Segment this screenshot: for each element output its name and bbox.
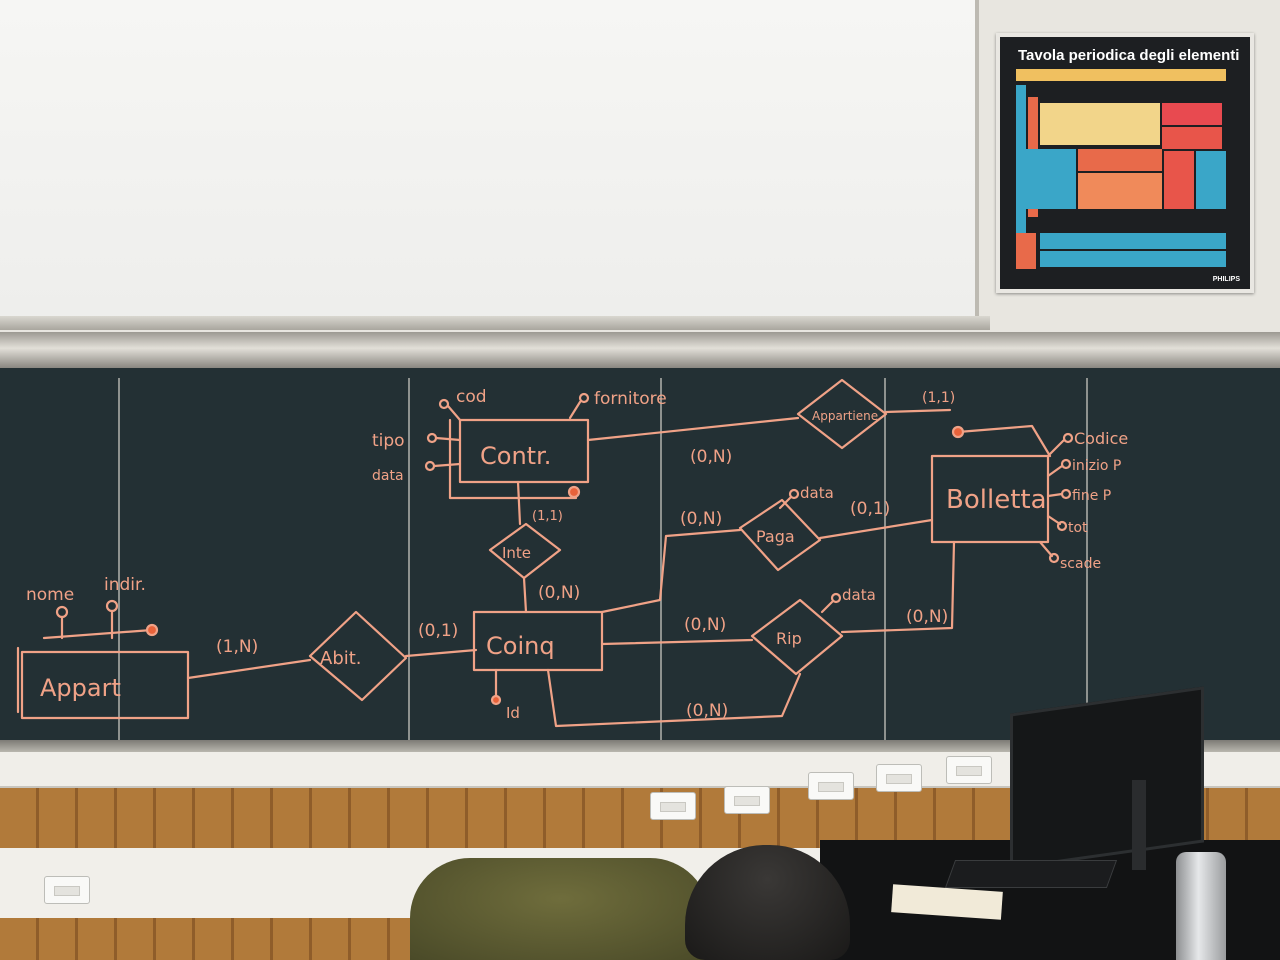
cardinality-coinq-abit: (0,1) (418, 621, 459, 641)
attribute-indir: indir. (104, 575, 146, 595)
keyboard[interactable] (945, 860, 1117, 888)
periodic-table-brand: PHILIPS (1212, 276, 1240, 283)
cardinality-coinq-rip-top: (0,N) (684, 615, 727, 635)
power-socket[interactable] (44, 876, 90, 904)
periodic-table-title: Tavola periodica degli elementi (1018, 47, 1240, 64)
power-socket[interactable] (876, 764, 922, 792)
attribute-cod: cod (456, 387, 487, 407)
attribute-id: Id (506, 704, 520, 722)
attribute-scade: scade (1060, 556, 1102, 572)
relationship-inte-label: Inte (502, 544, 532, 562)
monitor (1010, 686, 1204, 869)
power-socket[interactable] (724, 786, 770, 814)
entity-appart-label: Appart (40, 674, 121, 702)
cardinality-coinq-inte: (0,N) (538, 583, 581, 603)
cardinality-appart-abit: (1,N) (216, 637, 259, 657)
attribute-fornitore: fornitore (594, 389, 667, 409)
cardinality-bolletta-appartiene: (1,1) (922, 390, 956, 406)
relationship-paga-label: Paga (756, 527, 795, 546)
entity-bolletta-label: Bolletta (946, 485, 1047, 515)
attribute-nome: nome (26, 585, 75, 605)
power-socket[interactable] (650, 792, 696, 820)
entity-coinq-label: Coinq (486, 632, 555, 660)
cardinality-contr-inte: (1,1) (532, 509, 563, 524)
power-socket[interactable] (808, 772, 854, 800)
monitor-stand (1132, 780, 1146, 870)
attribute-data-contr: data (372, 468, 404, 484)
attribute-tot: tot (1068, 520, 1088, 536)
relationship-rip-label: Rip (776, 629, 802, 648)
cardinality-coinq-paga: (0,N) (680, 509, 723, 529)
attribute-data-paga: data (800, 484, 834, 502)
attribute-fine-p: fine P (1072, 488, 1112, 504)
water-bottle (1176, 852, 1226, 960)
relationship-appartiene-label: Appartiene (812, 409, 879, 423)
cardinality-bolletta-paga: (0,1) (850, 499, 891, 519)
attribute-data-rip: data (842, 586, 876, 604)
entity-contr-label: Contr. (480, 442, 552, 470)
attribute-inizio-p: inizio P (1072, 458, 1122, 474)
attribute-tipo: tipo (372, 431, 405, 451)
relationship-abit-label: Abit. (320, 648, 362, 669)
attribute-codice: Codice (1074, 429, 1129, 448)
cardinality-bolletta-rip: (0,N) (906, 607, 949, 627)
cardinality-coinq-rip-bottom: (0,N) (686, 701, 729, 721)
jacket (410, 858, 710, 960)
power-socket[interactable] (946, 756, 992, 784)
cardinality-contr-appartiene: (0,N) (690, 447, 733, 467)
